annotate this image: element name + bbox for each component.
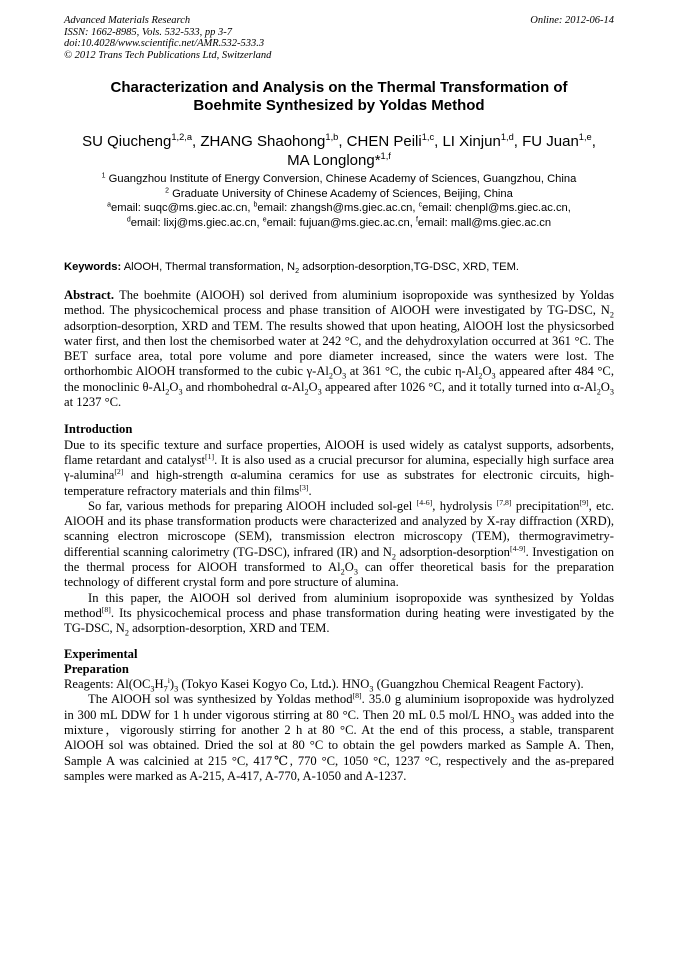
body-text: adsorption-desorption (395, 544, 510, 559)
abstract-paragraph (64, 288, 614, 410)
keywords-text: AlOOH, Thermal transformation, N (121, 261, 296, 273)
body-text: ). HNO (331, 677, 370, 692)
citation-ref: [8] (101, 604, 111, 614)
author-separator: , (591, 133, 596, 150)
abstract-text: at 361 °C, the cubic η-Al (346, 364, 479, 379)
body-text: . (308, 483, 312, 498)
doi-line: doi:10.4028/www.scientific.net/AMR.532-533.3 (64, 38, 265, 49)
author-affil-marker: 1,c (421, 132, 435, 142)
running-header (64, 15, 614, 61)
body-text: adsorption-desorption, XRD and TEM. (128, 621, 330, 636)
online-date: Online: 2012-06-14 (530, 15, 614, 26)
body-text: precipitation (511, 498, 580, 513)
subscript: 2 (328, 372, 334, 381)
subscript: 3 (609, 387, 614, 397)
affiliation-1 (64, 172, 614, 187)
abstract-text: O (600, 379, 610, 394)
keywords-text: adsorption-desorption,TG-DSC, XRD, TEM. (299, 261, 520, 273)
subscript: 2 (304, 387, 309, 397)
author-name: MA Longlong* (287, 152, 381, 169)
section-heading-introduction: Introduction (64, 422, 133, 437)
subscript: 3 (353, 567, 358, 577)
body-text: was added into the mixture，vigorously stirring for another 2 h at 80 °C. At the end of this process, a stable, transparent AlOOH sol was obtained. Dried the sol at 80 °C to obtain the gel powders marked as Sample A. Then, Sample A was calcinied at 215 °C, 417℃, 770 °C, 1050 °C, 1237 °C, respectively and the as-prepared samples were marked as A-215, A-417, A-770, A-1050 and A-1237. (64, 707, 614, 783)
body-text: . It is also used as a crucial precursor for alumina, especially high surface area γ-alumina (64, 452, 614, 483)
body-text: In this paper, the AlOOH sol derived from aluminium isopropoxide was synthesized by Yoldas method (64, 590, 614, 620)
subscript: 2 (124, 628, 129, 638)
title-line-1: Characterization and Analysis on the Thermal Transformation of (110, 79, 568, 96)
email-text: email: suqc@ms.giec.ac.cn, (110, 202, 254, 214)
email-marker: c (418, 201, 423, 209)
body-text: The AlOOH sol was synthesized by Yoldas method (88, 692, 353, 707)
subsection-heading-preparation: Preparation (64, 661, 129, 676)
citation-ref: [8] (352, 691, 362, 701)
author-name: , ZHANG Shaohong (192, 133, 326, 150)
citation-ref: [7,8] (496, 497, 512, 507)
email-marker: d (126, 215, 131, 223)
author-name: , FU Juan (513, 133, 579, 150)
author-affil-marker: 1,b (325, 132, 339, 142)
abstract-text: at 1237 °C. (64, 395, 122, 410)
superscript: i (167, 675, 170, 685)
email-text: email: chenpl@ms.giec.ac.cn, (422, 202, 571, 214)
email-marker: e (262, 215, 267, 223)
email-line-2 (64, 216, 614, 231)
affiliations (64, 172, 614, 230)
paper-title (64, 79, 614, 115)
body-text: (Guangzhou Chemical Reagent Factory). (373, 677, 584, 692)
abstract-label: Abstract. (64, 288, 115, 302)
subscript: 3 (178, 387, 183, 397)
body-text: . Its physicochemical process and phase transformation during heating were investigated by the TG-DSC, N (64, 605, 614, 636)
author-list (64, 132, 614, 170)
reagents-paragraph (64, 677, 614, 692)
email-text: email: zhangsh@ms.giec.ac.cn, (257, 202, 419, 214)
subscript: 3 (317, 387, 322, 397)
intro-paragraph-2 (64, 499, 614, 591)
email-text: email: lixj@ms.giec.ac.cn, (130, 216, 263, 229)
body-text: O (344, 560, 354, 575)
citation-ref: [3] (299, 482, 309, 492)
body-text: . Investigation on the thermal process for AlOOH transformed to Al (64, 544, 614, 575)
affil-marker: 1 (101, 172, 106, 180)
affil-text: Graduate University of Chinese Academy of Sciences, Beijing, China (168, 187, 513, 200)
subscript: 3 (174, 684, 179, 694)
intro-paragraph-1 (64, 438, 614, 499)
subscript: 3 (491, 372, 496, 381)
abstract-text: O (169, 379, 179, 394)
abstract-text: O (333, 364, 343, 379)
citation-ref: [1] (204, 451, 215, 461)
citation-ref: [4-6] (416, 497, 433, 507)
issn-line: ISSN: 1662-8985, Vols. 532-533, pp 3-7 (64, 26, 232, 38)
body-text: So far, various methods for preparing AlOOH included sol-gel (88, 498, 417, 513)
email-text: email: mall@ms.giec.ac.cn (417, 216, 552, 229)
abstract-text: adsorption-desorption, XRD and TEM. The results showed that upon heating, AlOOH lost the physicsorbed water first, and then lost the chemisorbed water at 242 °C, and the dehydroxylation occurred at 361 °C. The BET surface area, total pore volume and pore diameter increased, since the waters were lost. The orthorhombic AlOOH transformed to the cubic γ-Al (64, 318, 614, 379)
subscript: 2 (391, 552, 396, 562)
body-text: ) (169, 677, 175, 692)
abstract-text: O (308, 379, 318, 394)
keywords (64, 260, 614, 274)
author-affil-marker: 1,d (500, 132, 514, 142)
subscript: 2 (165, 387, 170, 397)
subscript: 2 (609, 310, 614, 320)
journal-name: Advanced Materials Research (64, 15, 191, 26)
abstract-text: appeared after 1026 °C, and it totally turned into α-Al (321, 379, 597, 394)
email-marker: a (107, 201, 111, 209)
author-affil-marker: 1,f (380, 151, 391, 161)
body-text: H (154, 677, 164, 692)
author-name: SU Qiucheng (82, 133, 172, 150)
copyright-line: © 2012 Trans Tech Publications Ltd, Switzerland (64, 49, 272, 61)
body-text: Due to its specific texture and surface properties, AlOOH is used widely as catalyst supports, adsorbents, flame retardant and catalyst (64, 437, 614, 467)
body-text: and high-strength α-alumina ceramics for use as substrates for electronic circuits, high-temperature refractory materials and thin films (64, 468, 614, 498)
abstract-text: O (482, 364, 492, 379)
email-line-1 (64, 201, 614, 216)
author-name: , LI Xinjun (434, 133, 501, 150)
intro-paragraph-3 (64, 591, 614, 637)
keywords-label: Keywords: (64, 261, 122, 273)
subscript: 3 (150, 684, 155, 694)
affil-marker: 2 (165, 186, 169, 194)
subscript: 3 (369, 684, 374, 694)
abstract-text: The boehmite (AlOOH) sol derived from aluminium isopropoxide was synthesized by Yoldas method. The physicochemical process and phase transition of AlOOH were investigated by TG-DSC, N (64, 288, 614, 318)
paper-body (64, 288, 614, 784)
body-text: (Tokyo Kasei Kogyo Co, Ltd (178, 677, 329, 692)
author-affil-marker: 1,e (578, 132, 592, 142)
body-text: . (328, 677, 332, 692)
author-affil-marker: 1,2,a (171, 132, 192, 142)
citation-ref: [4-9] (509, 543, 526, 553)
email-marker: b (253, 201, 258, 209)
subscript: 3 (510, 715, 515, 725)
subscript: 2 (295, 266, 300, 276)
subscript: 3 (342, 372, 347, 381)
preparation-paragraph (64, 692, 614, 784)
body-text: can offer theoretical basis for the preparation technology of different crystal form and pore structure of alumina. (64, 560, 614, 590)
body-text: , etc. AlOOH and its phase transformation products were characterized and analyzed by X-ray diffraction (XRD), scanning electron microscope (SEM), transmission electron microscopy (TEM), thermogravimetry-differential scanning calorimetry (TG-DSC), infrared (IR) and N (64, 498, 614, 559)
citation-ref: [9] (579, 497, 589, 507)
subscript: 2 (596, 387, 601, 397)
section-heading-experimental: Experimental (64, 646, 138, 661)
citation-ref: [2] (114, 467, 124, 477)
subscript: 7 (163, 684, 168, 694)
body-text: Reagents: Al(OC (64, 677, 151, 692)
abstract-text: appeared after 484 °C, the monoclinic θ-Al (64, 364, 614, 394)
author-name: , CHEN Peili (338, 133, 422, 150)
subscript: 2 (340, 567, 345, 577)
subscript: 2 (478, 372, 483, 381)
email-marker: f (415, 215, 418, 223)
affiliation-2 (64, 187, 614, 202)
affil-text: Guangzhou Institute of Energy Conversion, Chinese Academy of Sciences, Guangzhou, China (105, 173, 577, 185)
abstract-text: and rhombohedral α-Al (182, 379, 305, 394)
body-text: . 35.0 g aluminium isopropoxide was hydrolyzed in 300 mL DDW for 1 h under vigorous stirring at 80 °C. Then 20 mL 0.5 mol/L HNO (64, 692, 614, 722)
body-text: , hydrolysis (432, 498, 497, 513)
email-text: email: fujuan@ms.giec.ac.cn, (266, 216, 416, 229)
title-line-2: Boehmite Synthesized by Yoldas Method (193, 97, 485, 114)
